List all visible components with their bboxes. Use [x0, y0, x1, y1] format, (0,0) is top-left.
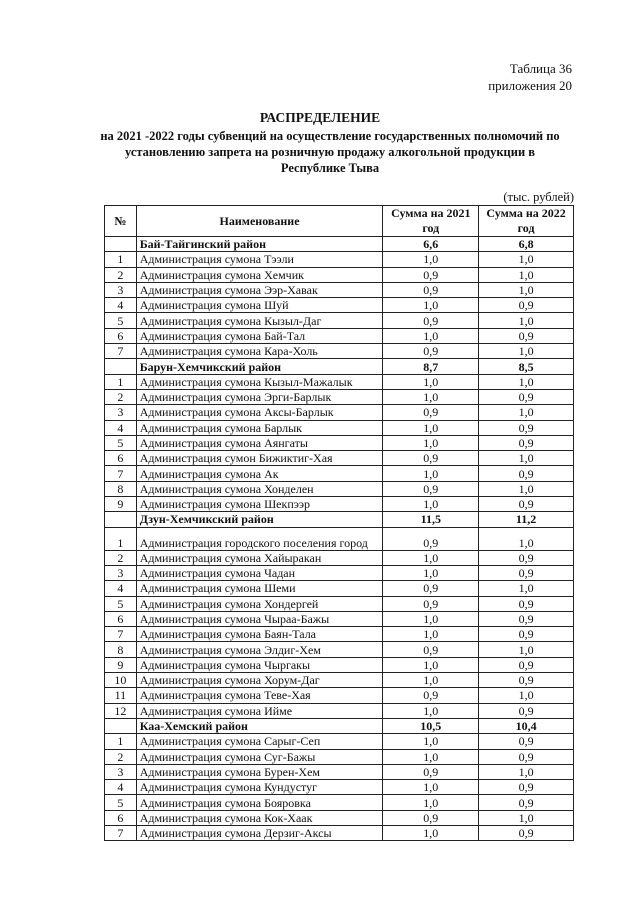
row-name-cell: Администрация сумона Ак: [136, 466, 383, 481]
table-body: [105, 237, 574, 841]
row-name-cell: Администрация сумона Тээли: [136, 252, 383, 267]
row-sum-2021-cell: 0,9: [383, 810, 479, 825]
row-sum-2021-cell: 0,9: [383, 527, 479, 550]
row-sum-2021-cell: 0,9: [383, 481, 479, 496]
units-label: (тыс. рублей): [503, 190, 574, 204]
row-number-cell: 4: [105, 780, 137, 795]
row-number-cell: 12: [105, 703, 137, 718]
row-name-cell: Администрация сумона Дерзиг-Аксы: [136, 825, 383, 840]
row-number-cell: 7: [105, 344, 137, 359]
row-number-cell: 1: [105, 374, 137, 389]
table-row: [105, 749, 574, 764]
row-sum-2021-cell: 1,0: [383, 657, 479, 672]
row-sum-2021-cell: 10,5: [383, 718, 479, 733]
row-sum-2021-cell: 0,9: [383, 405, 479, 420]
document-title: РАСПРЕДЕЛЕНИЕ: [259, 110, 381, 125]
table-row: [105, 374, 574, 389]
table-row: [105, 497, 574, 512]
row-number-cell: 11: [105, 688, 137, 703]
table-row: [105, 282, 574, 297]
column-header-sum-2022-line1: Сумма на 2022: [486, 206, 566, 220]
row-name-cell: Администрация сумона Бай-Тал: [136, 328, 383, 343]
row-name-cell: Администрация сумона Чыргакы: [136, 657, 383, 672]
row-sum-2022-cell: 0,9: [479, 596, 574, 611]
row-sum-2021-cell: 1,0: [383, 627, 479, 642]
appendix-number: приложения 20: [488, 78, 572, 93]
table-row: [105, 252, 574, 267]
table-row: [105, 611, 574, 626]
row-sum-2022-cell: 0,9: [479, 298, 574, 313]
row-number-cell: 1: [105, 734, 137, 749]
distribution-table: [104, 205, 574, 841]
table-row: [105, 527, 574, 550]
row-sum-2021-cell: 1,0: [383, 795, 479, 810]
row-sum-2022-cell: 0,9: [479, 627, 574, 642]
table-row: [105, 298, 574, 313]
row-sum-2021-cell: 1,0: [383, 749, 479, 764]
row-sum-2022-cell: 0,9: [479, 749, 574, 764]
row-sum-2022-cell: 0,9: [479, 497, 574, 512]
row-number-cell: 2: [105, 389, 137, 404]
table-row: [105, 627, 574, 642]
column-header-sum-2021: [383, 206, 479, 237]
column-header-name: Наименование: [136, 206, 383, 237]
row-number-cell: 9: [105, 497, 137, 512]
table-row: [105, 673, 574, 688]
row-sum-2022-cell: 0,9: [479, 734, 574, 749]
row-sum-2022-cell: 0,9: [479, 611, 574, 626]
table-row: [105, 825, 574, 840]
table-row: [105, 344, 574, 359]
row-sum-2021-cell: 1,0: [383, 611, 479, 626]
row-name-cell: Администрация сумона Баян-Тала: [136, 627, 383, 642]
row-sum-2022-cell: 1,0: [479, 405, 574, 420]
row-number-cell: 1: [105, 527, 137, 550]
row-sum-2021-cell: 6,6: [383, 237, 479, 252]
row-sum-2021-cell: 1,0: [383, 389, 479, 404]
row-sum-2021-cell: 1,0: [383, 550, 479, 565]
table-row: [105, 565, 574, 580]
row-sum-2021-cell: 0,9: [383, 764, 479, 779]
row-number-cell: 6: [105, 451, 137, 466]
row-sum-2022-cell: 0,9: [479, 703, 574, 718]
row-name-cell: Администрация сумона Шуй: [136, 298, 383, 313]
row-name-cell: Администрация сумона Элдиг-Хем: [136, 642, 383, 657]
row-number-cell: 5: [105, 435, 137, 450]
row-sum-2022-cell: 0,9: [479, 550, 574, 565]
row-name-cell: Администрация сумона Барлык: [136, 420, 383, 435]
row-sum-2021-cell: 1,0: [383, 497, 479, 512]
column-header-number: №: [105, 206, 137, 237]
row-sum-2022-cell: 0,9: [479, 328, 574, 343]
row-sum-2021-cell: 0,9: [383, 642, 479, 657]
row-name-cell: Администрация сумона Аянгаты: [136, 435, 383, 450]
row-sum-2022-cell: 1,0: [479, 451, 574, 466]
row-sum-2021-cell: 0,9: [383, 596, 479, 611]
row-name-cell: Администрация сумона Кызыл-Мажалык: [136, 374, 383, 389]
row-name-cell: Администрация сумона Бояровка: [136, 795, 383, 810]
row-sum-2022-cell: 1,0: [479, 642, 574, 657]
row-sum-2022-cell: 1,0: [479, 252, 574, 267]
row-number-cell: 3: [105, 764, 137, 779]
row-name-cell: Администрация сумона Чыраа-Бажы: [136, 611, 383, 626]
row-sum-2022-cell: 0,9: [479, 657, 574, 672]
table-row: [105, 451, 574, 466]
row-number-cell: 9: [105, 657, 137, 672]
row-number-cell: 7: [105, 627, 137, 642]
table-row: [105, 313, 574, 328]
table-row: [105, 657, 574, 672]
row-sum-2021-cell: 0,9: [383, 451, 479, 466]
row-name-cell: Администрация сумона Кок-Хаак: [136, 810, 383, 825]
row-name-cell: Администрация сумона Теве-Хая: [136, 688, 383, 703]
column-header-sum-2022: [479, 206, 574, 237]
row-number-cell: [105, 512, 137, 527]
table-row: [105, 581, 574, 596]
table-row: [105, 810, 574, 825]
column-header-sum-2021-line1: Сумма на 2021: [391, 206, 471, 220]
row-sum-2021-cell: 0,9: [383, 282, 479, 297]
district-row: [105, 359, 574, 374]
row-sum-2021-cell: 1,0: [383, 298, 479, 313]
row-sum-2022-cell: 1,0: [479, 810, 574, 825]
row-sum-2022-cell: 8,5: [479, 359, 574, 374]
row-sum-2021-cell: 8,7: [383, 359, 479, 374]
row-name-cell: Администрация сумона Сарыг-Сеп: [136, 734, 383, 749]
row-sum-2022-cell: 1,0: [479, 527, 574, 550]
row-sum-2022-cell: 10,4: [479, 718, 574, 733]
row-sum-2021-cell: 1,0: [383, 780, 479, 795]
row-sum-2022-cell: 0,9: [479, 389, 574, 404]
column-header-sum-2021-line2: год: [422, 221, 440, 235]
row-number-cell: 6: [105, 611, 137, 626]
row-sum-2022-cell: 0,9: [479, 795, 574, 810]
row-number-cell: 6: [105, 810, 137, 825]
row-sum-2022-cell: 1,0: [479, 267, 574, 282]
table-row: [105, 734, 574, 749]
row-number-cell: 5: [105, 795, 137, 810]
table-row: [105, 795, 574, 810]
row-name-cell: Администрация сумона Чадан: [136, 565, 383, 580]
row-number-cell: [105, 237, 137, 252]
row-name-cell: Администрация сумона Ийме: [136, 703, 383, 718]
row-number-cell: 2: [105, 550, 137, 565]
table-header-row: [105, 206, 574, 237]
table-row: [105, 435, 574, 450]
table-row: [105, 405, 574, 420]
row-name-cell: Администрация сумона Хемчик: [136, 267, 383, 282]
row-sum-2022-cell: 1,0: [479, 313, 574, 328]
row-number-cell: 4: [105, 581, 137, 596]
row-sum-2022-cell: 1,0: [479, 581, 574, 596]
row-sum-2022-cell: 0,9: [479, 466, 574, 481]
table-row: [105, 481, 574, 496]
row-sum-2022-cell: 0,9: [479, 780, 574, 795]
row-number-cell: 1: [105, 252, 137, 267]
row-sum-2021-cell: 0,9: [383, 344, 479, 359]
row-sum-2022-cell: 6,8: [479, 237, 574, 252]
row-name-cell: Бай-Тайгинский район: [136, 237, 383, 252]
row-number-cell: 8: [105, 642, 137, 657]
row-number-cell: 3: [105, 282, 137, 297]
row-name-cell: Каа-Хемский район: [136, 718, 383, 733]
table-reference: [488, 60, 572, 94]
table-row: [105, 764, 574, 779]
row-name-cell: Администрация сумона Аксы-Барлык: [136, 405, 383, 420]
row-name-cell: Администрация сумон Бижиктиг-Хая: [136, 451, 383, 466]
row-sum-2021-cell: 11,5: [383, 512, 479, 527]
row-number-cell: 4: [105, 420, 137, 435]
row-sum-2021-cell: 1,0: [383, 825, 479, 840]
row-name-cell: Администрация сумона Кундустуг: [136, 780, 383, 795]
table-row: [105, 780, 574, 795]
row-sum-2022-cell: 0,9: [479, 435, 574, 450]
row-name-cell: Администрация сумона Кызыл-Даг: [136, 313, 383, 328]
row-number-cell: 2: [105, 267, 137, 282]
row-sum-2021-cell: 1,0: [383, 734, 479, 749]
row-sum-2021-cell: 1,0: [383, 703, 479, 718]
table-row: [105, 642, 574, 657]
row-sum-2022-cell: 0,9: [479, 565, 574, 580]
row-number-cell: 6: [105, 328, 137, 343]
row-sum-2021-cell: 1,0: [383, 565, 479, 580]
row-sum-2021-cell: 1,0: [383, 435, 479, 450]
row-sum-2021-cell: 0,9: [383, 688, 479, 703]
district-row: [105, 512, 574, 527]
table-row: [105, 328, 574, 343]
row-sum-2022-cell: 1,0: [479, 481, 574, 496]
column-header-sum-2022-line2: год: [517, 221, 535, 235]
row-sum-2022-cell: 0,9: [479, 673, 574, 688]
row-number-cell: 10: [105, 673, 137, 688]
row-name-cell: Администрация сумона Хонделен: [136, 481, 383, 496]
row-number-cell: [105, 359, 137, 374]
row-sum-2022-cell: 1,0: [479, 282, 574, 297]
row-sum-2021-cell: 0,9: [383, 267, 479, 282]
row-name-cell: Администрация сумона Бурен-Хем: [136, 764, 383, 779]
row-number-cell: 5: [105, 596, 137, 611]
table-row: [105, 596, 574, 611]
row-number-cell: [105, 718, 137, 733]
row-number-cell: 5: [105, 313, 137, 328]
row-name-cell: Администрация сумона Эрги-Барлык: [136, 389, 383, 404]
table-number: Таблица 36: [509, 61, 572, 76]
row-name-cell: Администрация сумона Хондергей: [136, 596, 383, 611]
table-row: [105, 267, 574, 282]
row-sum-2021-cell: 1,0: [383, 420, 479, 435]
row-sum-2021-cell: 1,0: [383, 466, 479, 481]
row-number-cell: 3: [105, 565, 137, 580]
row-sum-2022-cell: 11,2: [479, 512, 574, 527]
row-sum-2021-cell: 1,0: [383, 252, 479, 267]
document-subtitle: на 2021 -2022 годы субвенций на осуществление государственных полномочий по установлению запрета на розничную продажу алкогольной продукции в Республике Тыва: [100, 129, 560, 175]
row-sum-2022-cell: 0,9: [479, 420, 574, 435]
row-name-cell: Администрация городского поселения город: [136, 527, 383, 550]
row-name-cell: Администрация сумона Хайыракан: [136, 550, 383, 565]
row-number-cell: 7: [105, 825, 137, 840]
row-sum-2022-cell: 1,0: [479, 688, 574, 703]
district-row: [105, 718, 574, 733]
row-name-cell: Администрация сумона Шекпээр: [136, 497, 383, 512]
row-sum-2022-cell: 1,0: [479, 344, 574, 359]
row-sum-2022-cell: 0,9: [479, 825, 574, 840]
row-sum-2021-cell: 1,0: [383, 328, 479, 343]
row-sum-2021-cell: 0,9: [383, 313, 479, 328]
table-row: [105, 466, 574, 481]
row-number-cell: 2: [105, 749, 137, 764]
row-name-cell: Администрация сумона Суг-Бажы: [136, 749, 383, 764]
row-sum-2021-cell: 0,9: [383, 581, 479, 596]
row-sum-2021-cell: 1,0: [383, 673, 479, 688]
row-name-cell: Администрация сумона Кара-Холь: [136, 344, 383, 359]
row-name-cell: Барун-Хемчикский район: [136, 359, 383, 374]
district-row: [105, 237, 574, 252]
row-sum-2021-cell: 1,0: [383, 374, 479, 389]
table-row: [105, 550, 574, 565]
row-sum-2022-cell: 1,0: [479, 374, 574, 389]
row-name-cell: Администрация сумона Хорум-Даг: [136, 673, 383, 688]
row-name-cell: Администрация сумона Шеми: [136, 581, 383, 596]
row-number-cell: 8: [105, 481, 137, 496]
table-row: [105, 420, 574, 435]
table-row: [105, 688, 574, 703]
table-row: [105, 703, 574, 718]
row-number-cell: 4: [105, 298, 137, 313]
row-number-cell: 3: [105, 405, 137, 420]
table-row: [105, 389, 574, 404]
row-number-cell: 7: [105, 466, 137, 481]
row-name-cell: Администрация сумона Ээр-Хавак: [136, 282, 383, 297]
row-name-cell: Дзун-Хемчикский район: [136, 512, 383, 527]
row-sum-2022-cell: 1,0: [479, 764, 574, 779]
